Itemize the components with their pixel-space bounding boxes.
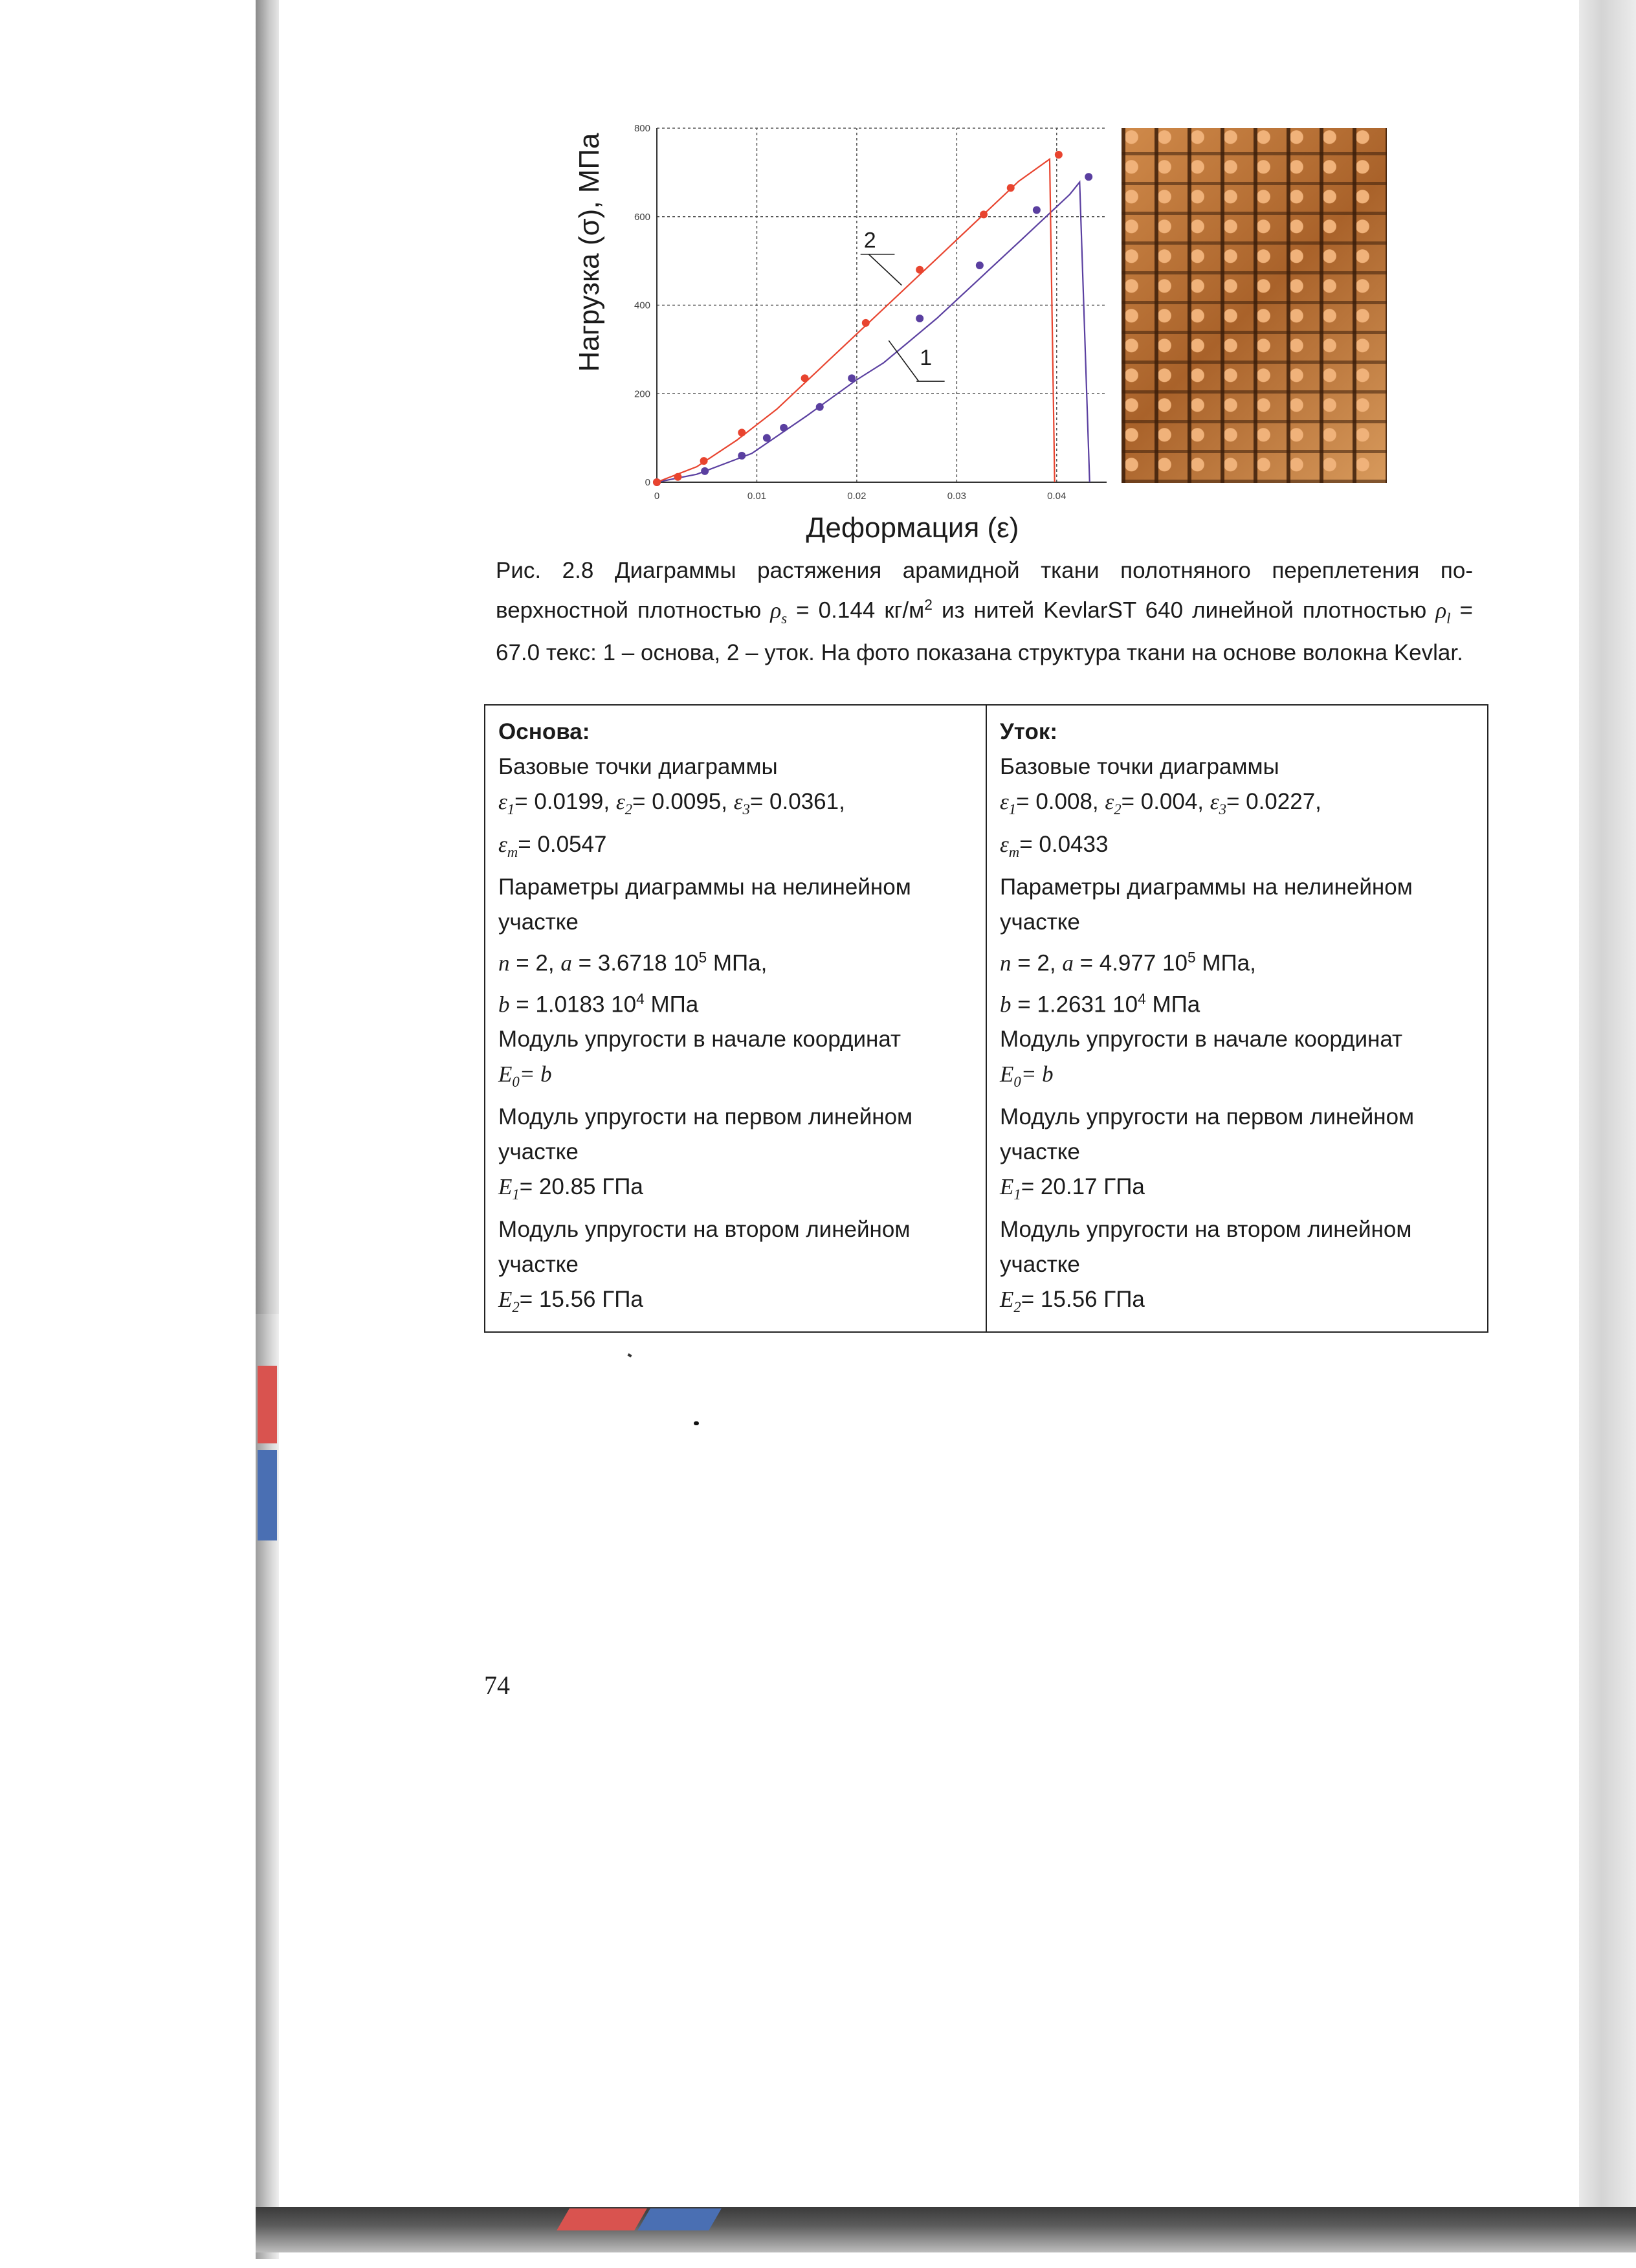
weft-b: b = 1.2631 $10^4$ МПа: [1000, 990, 1200, 1017]
series-2-point: [916, 266, 923, 274]
weft-e1-value: $E_1= 20.17$ ГПа: [1000, 1174, 1145, 1203]
series-2-point: [1007, 184, 1015, 192]
caption-prefix: Рис. 2.8 Диаграммы растяжения арамидной ткани полотняного переплетения по-верхностной плотностью: [496, 558, 1473, 623]
rho-s-unit-sup: 2: [924, 596, 933, 613]
book-right-edge: [1579, 0, 1636, 2252]
y-tick-label: 400: [634, 300, 650, 311]
series-2-point: [674, 473, 681, 481]
rho-l-sub: l: [1446, 610, 1451, 627]
series-1-point: [1085, 173, 1092, 181]
series-1-point: [916, 315, 923, 322]
series-1-point: [738, 452, 746, 460]
weft-e2-label: Модуль упругости на втором линейном участке: [1000, 1217, 1412, 1278]
x-axis-title: Деформация (ε): [806, 512, 1019, 544]
y-tick-label: 800: [634, 123, 650, 134]
rho-s-symbol: ρ: [770, 597, 782, 623]
chart-ticks: [634, 123, 1066, 502]
series-2-point: [653, 478, 661, 486]
series-1-point: [848, 374, 856, 382]
weft-e0-value: $E_0= b$: [1000, 1062, 1054, 1091]
chart-series: [653, 151, 1092, 486]
series-1-point: [763, 434, 771, 442]
x-tick-label: 0: [654, 491, 660, 502]
warp-heading: Основа:: [498, 719, 590, 744]
series-2-point: [738, 428, 746, 436]
x-tick-label: 0.02: [847, 491, 867, 502]
cover-stripe-blue: [637, 2208, 722, 2230]
figure-caption: [496, 553, 1473, 670]
caption-suffix: = 67.0 текс: 1 – основа, 2 – уток. На фото показана структура ткани на основе волокна Kevlar.: [496, 597, 1473, 665]
y-axis-title: Нагрузка (σ), МПа: [573, 133, 605, 372]
chart-grid: [657, 128, 1107, 482]
weft-heading: Уток:: [1000, 719, 1058, 744]
weft-column: [986, 705, 1488, 1332]
warp-e0-label: Модуль упругости в начале координат: [498, 1027, 901, 1052]
cover-stripe-red-left: [258, 1366, 277, 1443]
x-tick-label: 0.03: [947, 491, 966, 502]
series-1-point: [1033, 206, 1041, 214]
book-bottom-edge: [256, 2207, 1636, 2252]
weft-strain-points: $\varepsilon_1= 0.008$, $\varepsilon_2= 0.004$, $\varepsilon_3= 0.0227$,: [1000, 789, 1321, 817]
warp-strain-max: $\varepsilon_m= 0.0547$: [498, 832, 607, 860]
series-1-point: [701, 467, 709, 475]
series-1-point: [780, 424, 788, 432]
curve-label-2: 2: [863, 228, 876, 253]
weft-nonlinear-label: Параметры диаграммы на нелинейном участке: [1000, 874, 1413, 935]
x-tick-label: 0.04: [1047, 491, 1067, 502]
warp-e2-label: Модуль упругости на втором линейном участке: [498, 1217, 911, 1278]
stress-strain-chart: [569, 104, 1178, 557]
weft-strain-max: $\varepsilon_m= 0.0433$: [1000, 832, 1109, 860]
cover-stripe-blue-left: [258, 1450, 277, 1540]
warp-column: [485, 705, 986, 1332]
curve-label-1: 1: [920, 345, 933, 370]
warp-strain-points: $\varepsilon_1= 0.0199$, $\varepsilon_2= 0.0095$, $\varepsilon_3= 0.0361$,: [498, 789, 845, 817]
weft-e2-value: $E_2= 15.56$ ГПа: [1000, 1287, 1145, 1316]
page-number: 74: [484, 1671, 510, 1700]
rho-s-sub: s: [781, 610, 788, 627]
series-2-point: [980, 210, 988, 218]
parameters-table: [484, 704, 1488, 1333]
warp-e1-label: Модуль упругости на первом линейном участке: [498, 1104, 913, 1165]
kevlar-fabric-photo: [1122, 128, 1387, 483]
x-tick-label: 0.01: [747, 491, 767, 502]
weft-e1-label: Модуль упругости на первом линейном участке: [1000, 1104, 1415, 1165]
scan-speck: [627, 1353, 632, 1357]
weft-e0-label: Модуль упругости в начале координат: [1000, 1027, 1403, 1052]
series-1-point: [976, 261, 984, 269]
y-tick-label: 200: [634, 388, 650, 400]
series-1-point: [816, 403, 824, 411]
series-2-point: [700, 457, 708, 465]
warp-e2-value: $E_2= 15.56$ ГПа: [498, 1287, 643, 1316]
series-2-point: [801, 374, 809, 382]
warp-n-a: n = 2, a = 3.6718 $10^5$ МПа,: [498, 949, 768, 976]
series-1-line: [657, 182, 1090, 482]
warp-nonlinear-label: Параметры диаграммы на нелинейном участке: [498, 874, 911, 935]
rho-s-value: = 0.144 кг/м: [787, 597, 925, 623]
scan-speck: [694, 1421, 699, 1425]
series-2-point: [1055, 151, 1063, 159]
weft-n-a: n = 2, a = 4.977 $10^5$ МПа,: [1000, 949, 1256, 976]
cover-stripe-red: [557, 2208, 647, 2230]
table-row: [485, 705, 1488, 1332]
warp-e0-value: $E_0= b$: [498, 1062, 552, 1091]
curve-label-leader: [868, 254, 901, 285]
book-left-edge: [256, 0, 279, 1314]
warp-e1-value: $E_1= 20.85$ ГПа: [498, 1174, 643, 1203]
warp-b: b = 1.0183 $10^4$ МПа: [498, 990, 699, 1017]
warp-base-points-label: Базовые точки диаграммы: [498, 754, 778, 779]
series-2-point: [862, 319, 870, 327]
weft-base-points-label: Базовые точки диаграммы: [1000, 754, 1279, 779]
rho-l-symbol: ρ: [1435, 597, 1447, 623]
y-tick-label: 0: [645, 477, 650, 488]
series-2-line: [657, 159, 1055, 482]
caption-middle: из нитей KevlarST 640 линейной плотностью: [932, 597, 1436, 623]
y-tick-label: 600: [634, 211, 650, 223]
